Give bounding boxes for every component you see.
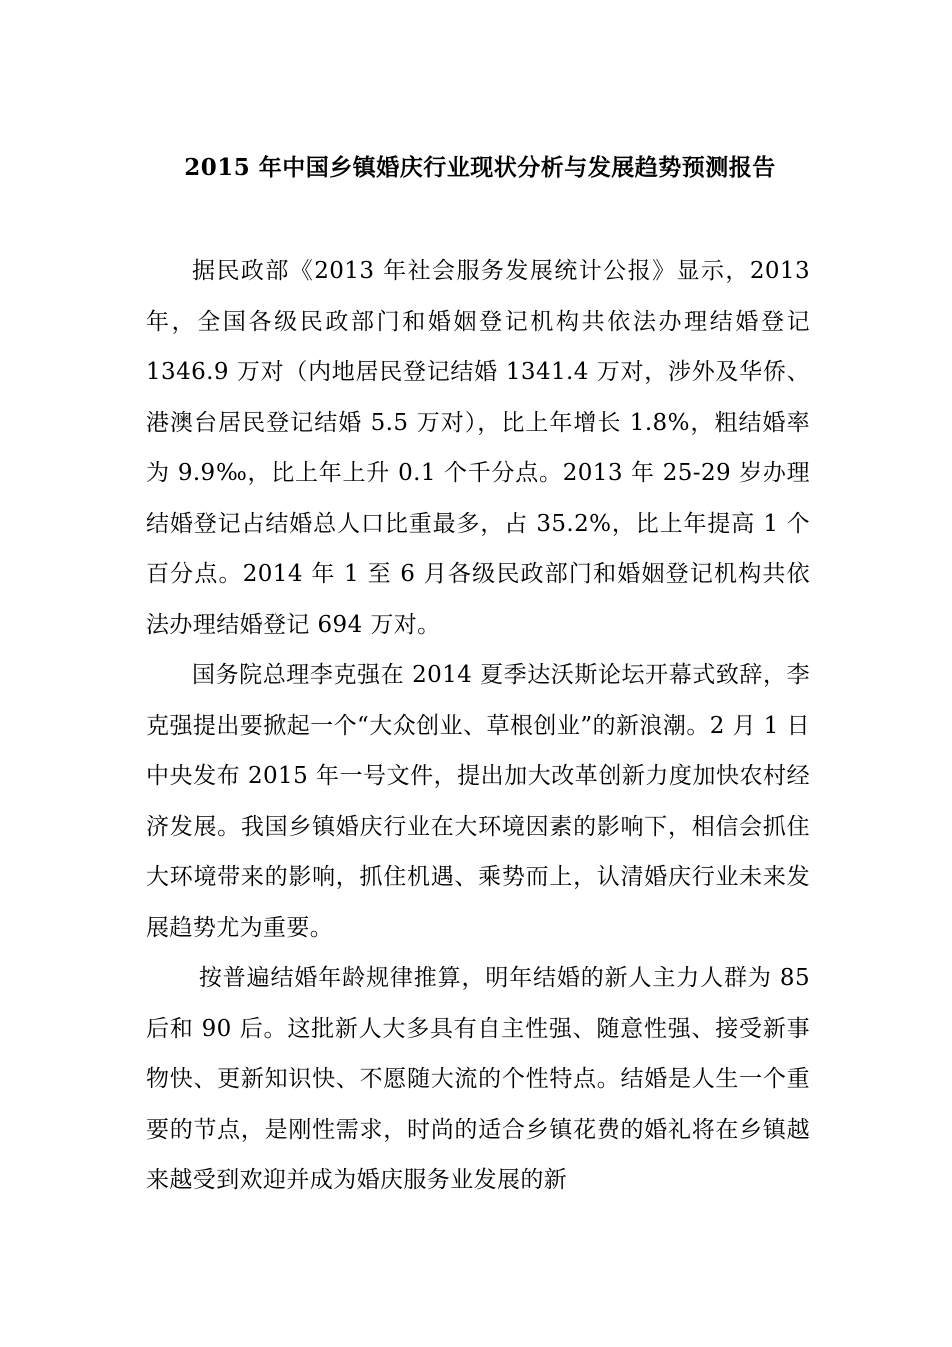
paragraph-policy-environment: 国务院总理李克强在 2014 夏季达沃斯论坛开幕式致辞，李克强提出要掀起一个“大众创业、草根创业”的新浪潮。2 月 1 日中央发布 2015 年一号文件，提出加大改革创新力度加快农村经济发展。我国乡镇婚庆行业在大环境因素的影响下，相信会抓住大环境带来的影响，抓住机遇、乘势而上，认清婚庆行业未来发展趋势尤为重要。 bbox=[146, 662, 810, 941]
document-body bbox=[146, 246, 810, 1206]
paragraph-new-couples-trend: 按普遍结婚年龄规律推算，明年结婚的新人主力人群为 85 后和 90 后。这批新人大多具有自主性强、随意性强、接受新事物快、更新知识快、不愿随大流的个性特点。结婚是人生一个重要的节点，是刚性需求，时尚的适合乡镇花费的婚礼将在乡镇越来越受到欢迎并成为婚庆服务业发展的新 bbox=[146, 965, 810, 1193]
paragraph-marriage-statistics: 据民政部《2013 年社会服务发展统计公报》显示，2013 年，全国各级民政部门和婚姻登记机构共依法办理结婚登记 1346.9 万对（内地居民登记结婚 1341.4 万对，涉外及华侨、港澳台居民登记结婚 5.5 万对），比上年增长 1.8%，粗结婚率为 9.9‰，比上年上升 0.1 个千分点。2013 年 25-29 岁办理结婚登记占结婚总人口比重最多，占 35.2%，比上年提高 1 个百分点。2014 年 1 至 6 月各级民政部门和婚姻登记机构共依法办理结婚登记 694 万对。 bbox=[146, 258, 810, 638]
document-title: 2015 年中国乡镇婚庆行业现状分析与发展趋势预测报告 bbox=[184, 154, 776, 181]
